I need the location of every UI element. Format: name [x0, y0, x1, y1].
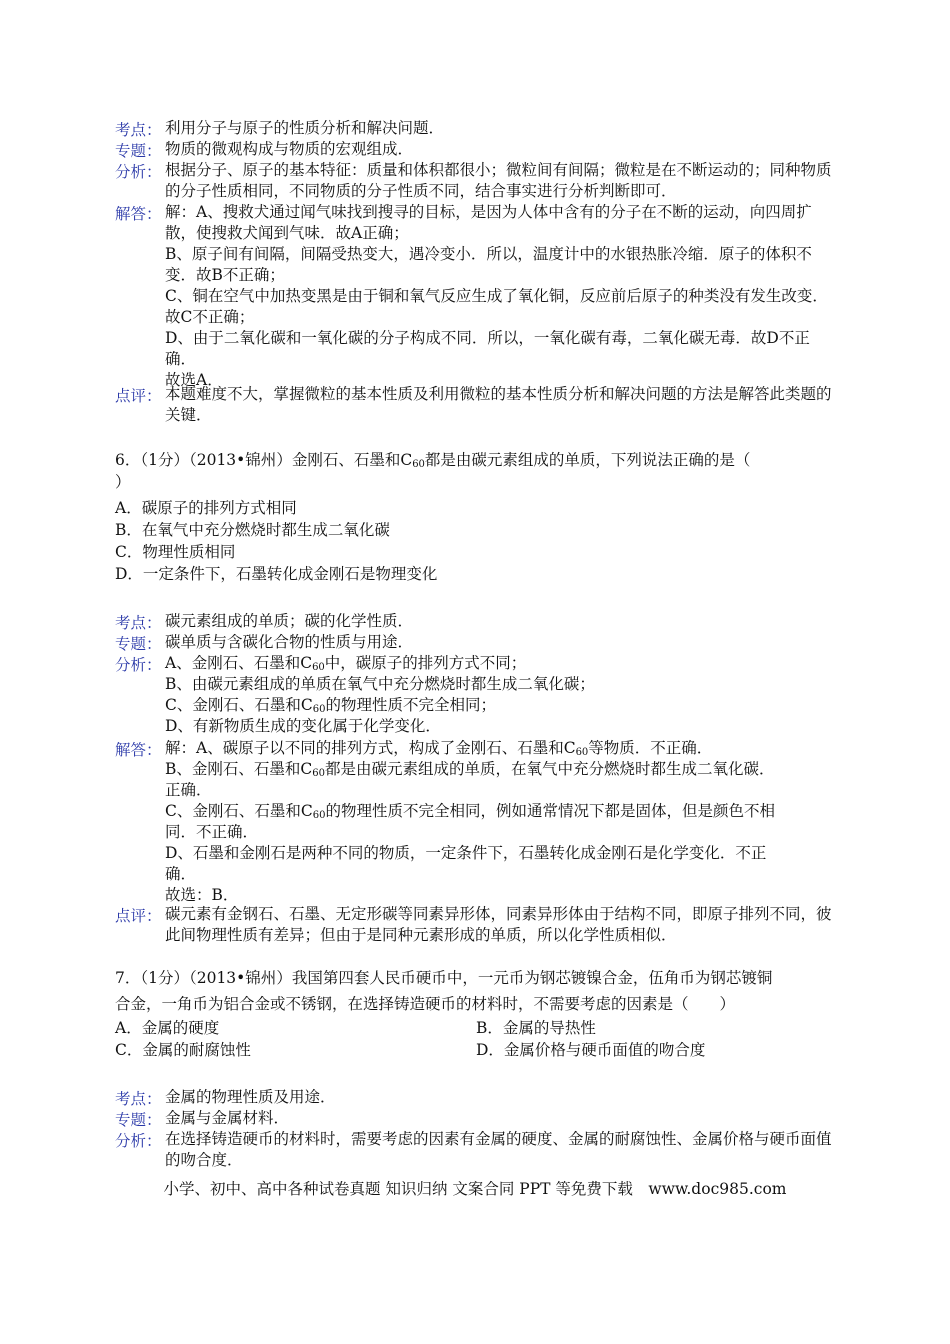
q7-option-a: A．金属的硬度 [115, 1019, 220, 1037]
zhuanti-label: 专题： [115, 1111, 162, 1129]
q5-jieda-b: B、原子间有间隔，间隔受热变大，遇冷变小．所以，温度计中的水银热胀冷缩．原子的体积不变．故B不正确； [165, 245, 812, 284]
q5-jieda-c: C、铜在空气中加热变黑是由于铜和氧气反应生成了氧化铜，反应前后原子的种类没有发生改变．故C不正确； [165, 287, 828, 326]
q6-option-c: C．物理性质相同 [115, 543, 236, 561]
kaodian-label: 考点： [115, 1090, 162, 1108]
dianping-label: 点评： [115, 907, 162, 925]
q7-option-c: C．金属的耐腐蚀性 [115, 1041, 251, 1059]
q6-option-d: D．一定条件下，石墨转化成金刚石是物理变化 [115, 565, 438, 583]
q7-stem-line1: 7．（1分）（2013•锦州）我国第四套人民币硬币中，一元币为钢芯镀镍合金，伍角币为钢芯镀铜 [115, 969, 773, 987]
page-footer: 小学、初中、高中各种试卷真题 知识归纳 文案合同 PPT 等免费下载 www.doc985.com [163, 1180, 787, 1198]
q6-jieda [115, 738, 835, 906]
q6-jieda-text [165, 738, 835, 906]
q5-zhuanti [115, 139, 835, 161]
q6-fenxi-b: B、由碳元素组成的单质在氧气中充分燃烧时都生成二氧化碳； [165, 675, 595, 693]
q6-kaodian [115, 611, 835, 633]
q6-fenxi-d: D、有新物质生成的变化属于化学变化． [165, 717, 441, 735]
q7-fenxi-text: 在选择铸造硬币的材料时，需要考虑的因素有金属的硬度、金属的耐腐蚀性、金属价格与硬币面值的吻合度． [165, 1130, 832, 1169]
q5-jieda-d: D、由于二氧化碳和一氧化碳的分子构成不同．所以，一氧化碳有毒，二氧化碳无毒．故D不正确． [165, 329, 810, 368]
q6-fenxi-text [165, 653, 835, 737]
q6-kaodian-text: 碳元素组成的单质；碳的化学性质． [165, 612, 414, 630]
q5-jieda [115, 202, 835, 391]
q7-option-b: B．金属的导热性 [476, 1019, 596, 1037]
q7-fenxi [115, 1129, 835, 1171]
q6-jieda-b-cont: 正确． [165, 781, 212, 799]
q6-zhuanti-text: 碳单质与含碳化合物的性质与用途． [165, 633, 414, 651]
q5-jieda-a: 解：A、搜救犬通过闻气味找到搜寻的目标，是因为人体中含有的分子在不断的运动，向四周扩散，使搜救犬闻到气味．故A正确； [165, 203, 812, 242]
q7-stem-line2: 合金，一角币为铝合金或不锈钢，在选择铸造硬币的材料时，不需要考虑的因素是（ ） [115, 995, 736, 1013]
fenxi-label: 分析： [115, 163, 162, 181]
q6-fenxi-c: C、金刚石、石墨和$C_{60}$的物理性质不完全相同； [165, 696, 496, 715]
q5-fenxi [115, 160, 835, 202]
zhuanti-label: 专题： [115, 142, 162, 160]
q5-jieda-answer: 故选A． [165, 371, 223, 389]
q5-fenxi-text: 根据分子、原子的基本特征：质量和体积都很小；微粒间有间隔；微粒是在不断运动的；同种物质的分子性质相同，不同物质的分子性质不同，结合事实进行分析判断即可． [165, 161, 832, 200]
q6-jieda-b: B、金刚石、石墨和$C_{60}$都是由碳元素组成的单质，在氧气中充分燃烧时都生成二氧化碳． [165, 760, 775, 779]
q7-kaodian-text: 金属的物理性质及用途． [165, 1088, 336, 1106]
zhuanti-label: 专题： [115, 635, 162, 653]
q7-zhuanti-text: 金属与金属材料． [165, 1109, 290, 1127]
dianping-label: 点评： [115, 387, 162, 405]
q6-option-b: B．在氧气中充分燃烧时都生成二氧化碳 [115, 521, 390, 539]
fenxi-label: 分析： [115, 656, 162, 674]
q7-zhuanti [115, 1108, 835, 1130]
q5-jieda-text [165, 202, 835, 391]
jieda-label: 解答： [115, 741, 162, 759]
q6-jieda-answer: 故选：B． [165, 886, 239, 904]
q5-dianping [115, 384, 835, 426]
q6-jieda-d: D、石墨和金刚石是两种不同的物质，一定条件下，石墨转化成金刚石是化学变化．不正 [165, 844, 767, 862]
jieda-label: 解答： [115, 205, 162, 223]
q6-jieda-d-cont: 确． [165, 865, 197, 883]
q6-jieda-c-cont: 同．不正确． [165, 823, 259, 841]
q6-dianping [115, 904, 835, 946]
q5-kaodian-text: 利用分子与原子的性质分析和解决问题． [165, 119, 445, 137]
q6-fenxi-a: A、金刚石、石墨和$C_{60}$中，碳原子的排列方式不同； [165, 654, 527, 673]
q7-kaodian [115, 1087, 835, 1109]
kaodian-label: 考点： [115, 121, 162, 139]
q6-jieda-a: 解：A、碳原子以不同的排列方式，构成了金刚石、石墨和$C_{60}$等物质．不正确． [165, 739, 713, 758]
q7-option-d: D．金属价格与硬币面值的吻合度 [476, 1041, 706, 1059]
q6-zhuanti [115, 632, 835, 654]
q5-kaodian [115, 118, 835, 140]
q6-stem: 6．（1分）（2013•锦州）金刚石、石墨和$C_{60}$都是由碳元素组成的单质，下列说法正确的是（ [115, 451, 751, 470]
q5-zhuanti-text: 物质的微观构成与物质的宏观组成． [165, 140, 414, 158]
q6-jieda-c: C、金刚石、石墨和$C_{60}$的物理性质不完全相同，例如通常情况下都是固体，但是颜色不相 [165, 802, 775, 821]
q6-option-a: A．碳原子的排列方式相同 [115, 499, 297, 517]
fenxi-label: 分析： [115, 1132, 162, 1150]
q6-fenxi [115, 653, 835, 737]
q5-dianping-text: 本题难度不大，掌握微粒的基本性质及利用微粒的基本性质分析和解决问题的方法是解答此类题的关键． [165, 385, 832, 424]
q6-dianping-text: 碳元素有金钢石、石墨、无定形碳等同素异形体，同素异形体由于结构不同，即原子排列不同，彼此间物理性质有差异；但由于是同种元素形成的单质，所以化学性质相似． [165, 905, 832, 944]
kaodian-label: 考点： [115, 614, 162, 632]
q6-stem-close: ） [115, 473, 131, 491]
